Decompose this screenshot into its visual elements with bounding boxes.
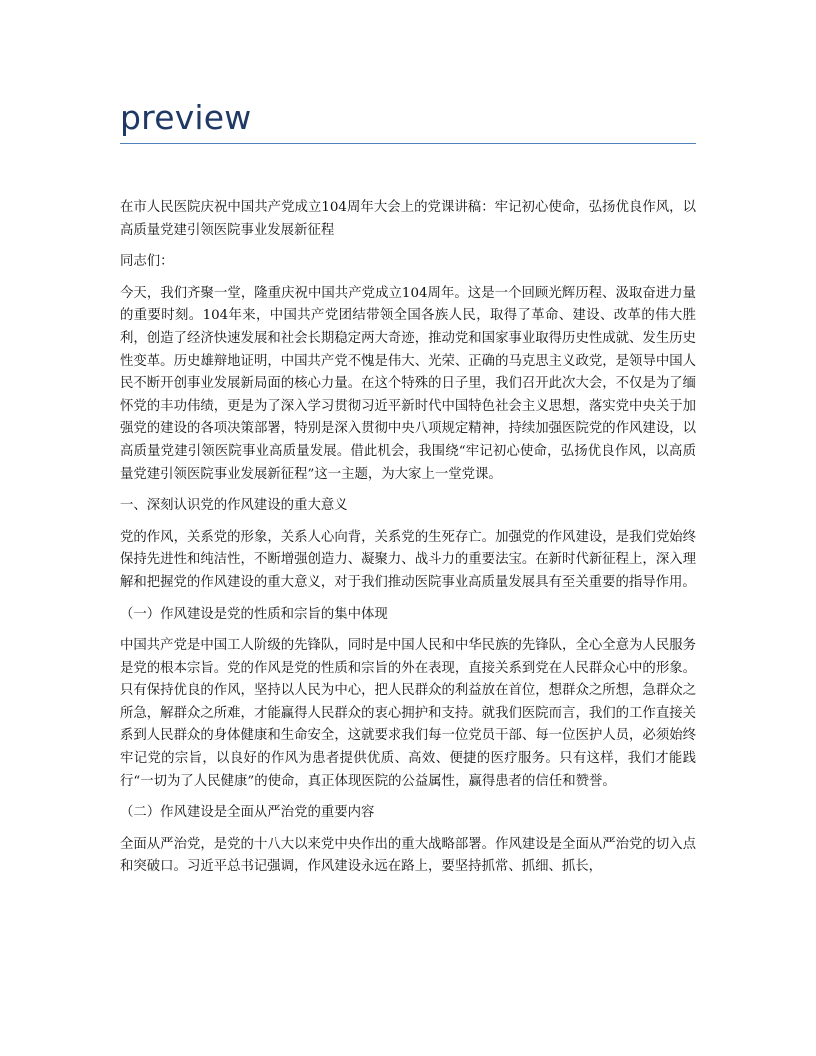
body-paragraph: 全面从严治党，是党的十八大以来党中央作出的重大战略部署。作风建设是全面从严治党的切入点和突破口。习近平总书记强调，作风建设永远在路上，要坚持抓常、抓细、抓长， <box>120 836 696 875</box>
subsection-heading: （一）作风建设是党的性质和宗旨的集中体现 <box>120 606 388 622</box>
section-heading: 一、深刻认识党的作风建设的重大意义 <box>120 498 348 514</box>
document-body <box>120 197 696 888</box>
salutation: 同志们： <box>120 254 174 270</box>
body-paragraph: 今天，我们齐聚一堂，隆重庆祝中国共产党成立104周年。这是一个回顾光辉历程、汲取奋进力量的重要时刻。104年来，中国共产党团结带领全国各族人民，取得了革命、建设、改革的伟大胜利，创造了经济快速发展和社会长期稳定两大奇迹，推动党和国家事业取得历史性成就、发生历史性变革。历史雄辩地证明，中国共产党不愧是伟大、光荣、正确的马克思主义政党，是领导中国人民不断开创事业发展新局面的核心力量。在这个特殊的日子里，我们召开此次大会，不仅是为了缅怀党的丰功伟绩，更是为了深入学习贯彻习近平新时代中国特色社会主义思想，落实党中央关于加强党的建设的各项决策部署，特别是深入贯彻中央八项规定精神，持续加强医院党的作风建设，以高质量党建引领医院事业高质量发展。借此机会，我围绕“牢记初心使命，弘扬优良作风，以高质量党建引领医院事业发展新征程”这一主题，为大家上一堂党课。 <box>120 285 696 482</box>
body-paragraph: 党的作风，关系党的形象，关系人心向背，关系党的生死存亡。加强党的作风建设，是我们党始终保持先进性和纯洁性，不断增强创造力、凝聚力、战斗力的重要法宝。在新时代新征程上，深入理解和把握党的作风建设的重大意义，对于我们推动医院事业高质量发展具有至关重要的指导作用。 <box>120 529 696 590</box>
body-paragraph: 中国共产党是中国工人阶级的先锋队，同时是中国人民和中华民族的先锋队，全心全意为人民服务是党的根本宗旨。党的作风是党的性质和宗旨的外在表现，直接关系到党在人民群众心中的形象。只有保持优良的作风，坚持以人民为中心，把人民群众的利益放在首位，想群众之所想，急群众之所急，解群众之所难，才能赢得人民群众的衷心拥护和支持。就我们医院而言，我们的工作直接关系到人民群众的身体健康和生命安全，这就要求我们每一位党员干部、每一位医护人员，必须始终牢记党的宗旨，以良好的作风为患者提供优质、高效、便捷的医疗服务。只有这样，我们才能践行“一切为了人民健康”的使命，真正体现医院的公益属性，赢得患者的信任和赞誉。 <box>120 638 696 789</box>
title-divider <box>120 143 696 144</box>
document-title: preview <box>120 98 252 137</box>
subsection-heading: （二）作风建设是全面从严治党的重要内容 <box>120 805 375 821</box>
speech-title: 在市人民医院庆祝中国共产党成立104周年大会上的党课讲稿：牢记初心使命，弘扬优良作风，以高质量党建引领医院事业发展新征程 <box>120 200 696 238</box>
